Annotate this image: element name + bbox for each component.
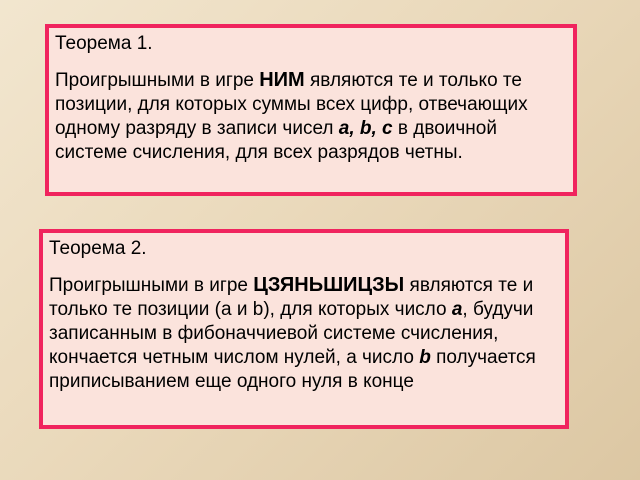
theorem-1-game-name: НИМ — [259, 69, 305, 91]
theorem-1-box — [45, 24, 577, 196]
theorem-2-game-name: ЦЗЯНЬШИЦЗЫ — [253, 274, 405, 296]
theorem-2-variable-a: a — [451, 299, 463, 320]
theorem-2-body-continued: , будучи записанным в фибоначчиевой системе счисления, кончается четным числом нулей, а число — [49, 299, 534, 368]
theorem-2-ending: получается приписыванием еще одного нуля в конце — [49, 347, 536, 392]
theorem-1-intro: Проигрышными в игре — [55, 70, 260, 91]
theorem-1-body: являются те и только те позиции, для которых суммы всех цифр, отвечающих одному разряду в записи чисел — [55, 70, 528, 139]
theorem-1-ending: в двоичной системе счисления, для всех разрядов четны. — [55, 118, 497, 163]
theorem-2-title: Теорема 2. — [49, 238, 147, 259]
theorem-2-statement — [49, 273, 560, 394]
theorem-2-box — [39, 229, 569, 429]
theorem-1-variables: a, b, c — [338, 118, 393, 139]
theorem-2-intro: Проигрышными в игре — [49, 275, 254, 296]
theorem-1-statement — [55, 68, 568, 165]
theorem-2-body: являются те и только те позиции (a и b), для которых число — [49, 275, 534, 320]
theorem-2-variable-b: b — [419, 347, 431, 368]
theorem-1-title: Теорема 1. — [55, 33, 153, 54]
